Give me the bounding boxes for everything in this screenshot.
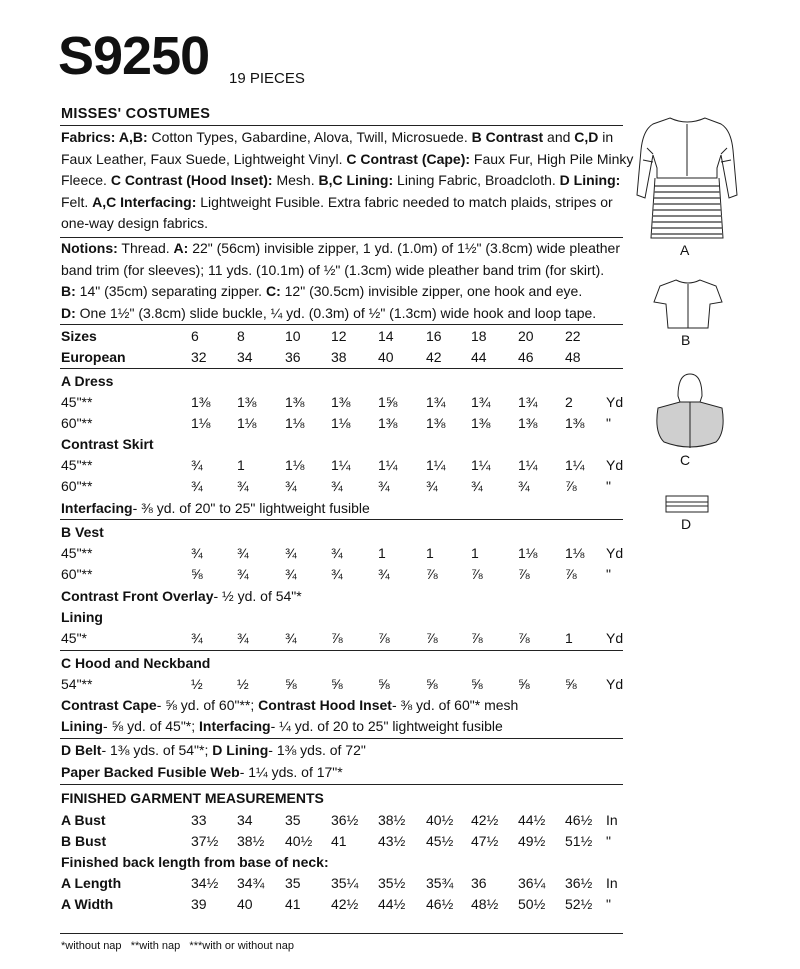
view-b-vest-illustration <box>648 276 728 330</box>
table-cell: 42½ <box>471 812 499 828</box>
text-run: - ⅝ yd. of 60"**; <box>156 697 259 713</box>
table-cell: ½ <box>237 676 249 692</box>
table-cell: 1 <box>378 545 386 561</box>
text-run: - ⅜ yd. of 60"* mesh <box>391 697 519 713</box>
finished-title <box>61 788 623 809</box>
yardage-row <box>61 455 623 476</box>
table-cell: 40½ <box>285 833 313 849</box>
text-run: - ¼ yd. of 20 to 25" lightweight fusible <box>270 718 503 734</box>
table-cell: 39 <box>191 896 207 912</box>
divider <box>60 125 623 126</box>
table-cell: 32 <box>191 349 207 365</box>
table-cell: 1⅜ <box>426 415 446 431</box>
bold-term: B,C Lining: <box>318 172 394 188</box>
table-cell: ⅞ <box>331 630 343 646</box>
text-run: and <box>543 129 575 145</box>
table-cell: ⅞ <box>378 630 390 646</box>
table-cell: 6 <box>191 328 199 344</box>
table-cell: 14 <box>378 328 394 344</box>
text-run: Lightweight Fusible. Extra fabric needed to match plaids, stripes or <box>196 193 613 210</box>
row-label: 45"* <box>61 630 87 646</box>
table-cell: 52½ <box>565 896 593 912</box>
bold-term: D: <box>61 304 76 321</box>
table-cell: 1⅛ <box>285 415 305 431</box>
table-cell: 2 <box>565 394 573 410</box>
bold-term: D Lining <box>212 742 269 758</box>
divider <box>60 738 623 739</box>
table-cell: 42½ <box>331 896 359 912</box>
table-cell: ⅞ <box>565 566 577 582</box>
text-run: Faux Leather, Faux Suede, Lightweight Vinyl. <box>61 150 347 167</box>
bold-term: A: <box>173 240 189 256</box>
interfacing-row <box>61 498 623 519</box>
pattern-number: S9250 <box>58 26 210 86</box>
table-cell: ¾ <box>378 566 390 582</box>
table-cell: 45½ <box>426 833 454 849</box>
unit-cell: In <box>606 875 618 891</box>
paragraph-line <box>61 213 623 235</box>
table-cell: 8 <box>237 328 245 344</box>
measurement-row <box>61 810 623 831</box>
measurement-row <box>61 894 623 915</box>
table-cell: ¾ <box>237 630 249 646</box>
table-cell: ⅝ <box>565 676 577 692</box>
table-cell: 43½ <box>378 833 406 849</box>
table-cell: 1¼ <box>471 457 491 473</box>
table-cell: ¾ <box>285 566 297 582</box>
bold-term: Fabrics: A,B: <box>61 129 148 145</box>
table-cell: ¾ <box>237 566 249 582</box>
fabrics-paragraph <box>61 127 634 235</box>
text-run: 22" (56cm) invisible zipper, 1 yd. (1.0m) of 1½" (3.8cm) wide pleather <box>188 240 621 256</box>
yardage-row <box>61 413 623 434</box>
table-cell: 48½ <box>471 896 499 912</box>
row-text <box>61 586 302 607</box>
row-label: A Dress <box>61 373 114 389</box>
belt-row <box>61 740 623 761</box>
table-cell: 1⅛ <box>237 415 257 431</box>
table-cell: 35½ <box>378 875 406 891</box>
lining-c-row <box>61 716 623 737</box>
table-cell: ¾ <box>331 478 343 494</box>
table-cell: 36½ <box>331 812 359 828</box>
view-d-label: D <box>681 516 692 532</box>
table-cell: 42 <box>426 349 442 365</box>
table-cell: 46 <box>518 349 534 365</box>
unit-cell: Yd <box>606 676 624 692</box>
table-cell: 37½ <box>191 833 219 849</box>
table-cell: 36¼ <box>518 875 546 891</box>
table-cell: ¾ <box>191 478 203 494</box>
sizes-row <box>61 326 623 347</box>
table-cell: 1⅜ <box>191 394 211 410</box>
table-cell: 40 <box>378 349 394 365</box>
unit-cell: Yd <box>606 630 624 646</box>
row-label: 45"** <box>61 545 93 561</box>
table-cell: 1 <box>237 457 245 473</box>
table-cell: 38½ <box>237 833 265 849</box>
bold-term: D Belt <box>61 742 102 758</box>
view-c-cape-illustration <box>650 370 730 452</box>
row-label: 60"** <box>61 415 93 431</box>
text-run: Cotton Types, Gabardine, Alova, Twill, Microsuede. <box>147 129 472 145</box>
bold-term: Interfacing <box>61 500 133 516</box>
row-text <box>61 695 518 716</box>
table-cell: ½ <box>191 676 203 692</box>
table-cell: 34¾ <box>237 875 265 891</box>
row-label: A Length <box>61 875 122 891</box>
table-cell: 44½ <box>378 896 406 912</box>
bold-term: Contrast Hood Inset <box>258 697 392 713</box>
text-run: band trim (for sleeves); 11 yds. (10.1m) of ½" (1.3cm) wide pleather band trim (for skirt). <box>61 261 605 278</box>
divider <box>60 368 623 369</box>
table-cell: 1⅜ <box>565 415 585 431</box>
divider <box>60 933 623 934</box>
paragraph-line <box>61 127 623 149</box>
view-a-dress-illustration <box>625 110 750 240</box>
section-title <box>61 522 623 543</box>
text-run: Faux Fur, High Pile Minky <box>470 150 634 167</box>
row-label: European <box>61 349 126 365</box>
table-cell: 51½ <box>565 833 593 849</box>
table-cell: 1¾ <box>426 394 446 410</box>
table-cell: 34½ <box>191 875 219 891</box>
bold-term: Notions: <box>61 240 118 256</box>
table-cell: 1¾ <box>471 394 491 410</box>
view-c-label: C <box>680 452 691 468</box>
row-label: Finished back length from base of neck: <box>61 854 329 870</box>
notions-paragraph <box>61 238 623 324</box>
table-cell: 1 <box>471 545 479 561</box>
table-cell: ¾ <box>191 457 203 473</box>
unit-cell: Yd <box>606 545 624 561</box>
bold-term: C,D <box>574 129 599 145</box>
table-cell: ¾ <box>237 478 249 494</box>
paper-backed-row <box>61 762 623 783</box>
table-cell: 22 <box>565 328 581 344</box>
table-cell: 41 <box>285 896 301 912</box>
divider <box>60 324 623 325</box>
measurement-row <box>61 831 623 852</box>
unit-cell: Yd <box>606 394 624 410</box>
unit-cell: In <box>606 812 618 828</box>
table-cell: ⅞ <box>426 630 438 646</box>
table-cell: ⅝ <box>191 566 203 582</box>
table-cell: ⅝ <box>471 676 483 692</box>
table-cell: ¾ <box>285 545 297 561</box>
text-run: - 1¼ yds. of 17"* <box>239 764 343 780</box>
table-cell: 1⅛ <box>331 415 351 431</box>
unit-cell: " <box>606 566 611 582</box>
table-cell: 12 <box>331 328 347 344</box>
table-cell: 1⅜ <box>378 415 398 431</box>
table-cell: ⅞ <box>518 630 530 646</box>
row-label: 45"** <box>61 457 93 473</box>
view-d-belt-illustration <box>664 494 710 516</box>
paragraph-line <box>61 238 623 260</box>
measurement-row <box>61 873 623 894</box>
table-cell: 1⅜ <box>237 394 257 410</box>
row-text <box>61 740 366 761</box>
text-run: - ½ yd. of 54"* <box>213 588 302 604</box>
text-run: - ⅝ yd. of 45"*; <box>103 718 200 734</box>
table-cell: ⅞ <box>565 478 577 494</box>
back-length-title <box>61 852 623 873</box>
table-cell: ¾ <box>518 478 530 494</box>
table-cell: 1¼ <box>378 457 398 473</box>
paragraph-line <box>61 170 623 192</box>
text-run: - 1⅜ yds. of 72" <box>268 742 366 758</box>
row-text <box>61 716 503 737</box>
pattern-subtitle: MISSES' COSTUMES <box>61 106 211 122</box>
table-cell: ¾ <box>237 545 249 561</box>
row-label: B Bust <box>61 833 107 849</box>
row-label: Lining <box>61 609 103 625</box>
row-text <box>61 762 343 783</box>
table-cell: 44 <box>471 349 487 365</box>
paragraph-line <box>61 281 623 303</box>
text-run: Felt. <box>61 193 93 210</box>
unit-cell: " <box>606 415 611 431</box>
bold-term: Contrast Front Overlay <box>61 588 214 604</box>
unit-cell: " <box>606 833 611 849</box>
table-cell: 38½ <box>378 812 406 828</box>
table-cell: ⅞ <box>471 630 483 646</box>
table-cell: ¾ <box>426 478 438 494</box>
bold-term: D Lining: <box>559 172 621 188</box>
section-title <box>61 434 623 455</box>
table-cell: ⅝ <box>331 676 343 692</box>
bold-term: B: <box>61 283 76 299</box>
row-label: C Hood and Neckband <box>61 655 211 671</box>
table-cell: 1¼ <box>331 457 351 473</box>
yardage-row <box>61 543 623 564</box>
table-cell: ⅞ <box>426 566 438 582</box>
table-cell: 1⅛ <box>518 545 538 561</box>
text-run: 12" (30.5cm) invisible zipper, one hook and eye. <box>280 283 583 299</box>
table-cell: 35 <box>285 812 301 828</box>
yardage-row <box>61 628 623 649</box>
table-cell: 46½ <box>426 896 454 912</box>
table-cell: ⅝ <box>378 676 390 692</box>
table-cell: 44½ <box>518 812 546 828</box>
yardage-row <box>61 564 623 585</box>
table-cell: 1¾ <box>518 394 538 410</box>
paragraph-line <box>61 192 623 214</box>
bold-term: C: <box>265 283 281 299</box>
row-label: 45"** <box>61 394 93 410</box>
text-run: Mesh. <box>272 172 319 188</box>
table-cell: 10 <box>285 328 301 344</box>
text-run: - 1⅜ yds. of 54"*; <box>101 742 213 758</box>
yardage-row <box>61 392 623 413</box>
divider <box>60 519 623 520</box>
table-cell: ⅞ <box>518 566 530 582</box>
paragraph-line <box>61 260 623 282</box>
cape-row <box>61 695 623 716</box>
table-cell: 1⅝ <box>378 394 398 410</box>
paragraph-line <box>61 303 623 325</box>
table-cell: 1¼ <box>518 457 538 473</box>
table-cell: ⅞ <box>471 566 483 582</box>
table-cell: 1⅜ <box>518 415 538 431</box>
table-cell: 36 <box>471 875 487 891</box>
row-label: B Vest <box>61 524 104 540</box>
table-cell: 1⅛ <box>565 545 585 561</box>
table-cell: 1 <box>565 630 573 646</box>
table-cell: 36 <box>285 349 301 365</box>
view-b-label: B <box>681 332 691 348</box>
row-label: 54"** <box>61 676 93 692</box>
text-run: - ⅜ yd. of 20" to 25" lightweight fusible <box>132 500 370 516</box>
table-cell: 49½ <box>518 833 546 849</box>
text-run: in <box>598 129 614 145</box>
table-cell: ¾ <box>191 545 203 561</box>
table-cell: ¾ <box>331 566 343 582</box>
bold-term: C Contrast (Hood Inset): <box>110 172 273 188</box>
bold-term: Contrast Cape <box>61 697 157 713</box>
table-cell: 35¼ <box>331 875 359 891</box>
table-cell: ¾ <box>471 478 483 494</box>
table-cell: 1⅛ <box>285 457 305 473</box>
pieces-count: 19 PIECES <box>229 70 305 87</box>
section-title <box>61 653 623 674</box>
divider <box>60 784 623 785</box>
overlay-row <box>61 586 623 607</box>
table-cell: 41 <box>331 833 347 849</box>
table-cell: 46½ <box>565 812 593 828</box>
table-cell: 40 <box>237 896 253 912</box>
row-label: FINISHED GARMENT MEASUREMENTS <box>61 790 324 806</box>
bold-term: B Contrast <box>471 129 544 145</box>
row-text <box>61 498 370 519</box>
table-cell: 48 <box>565 349 581 365</box>
table-cell: 1 <box>426 545 434 561</box>
table-cell: 20 <box>518 328 534 344</box>
yardage-row <box>61 674 623 695</box>
yardage-row <box>61 476 623 497</box>
row-label: Contrast Skirt <box>61 436 154 452</box>
text-run: one-way design fabrics. <box>61 215 209 231</box>
divider <box>60 650 623 651</box>
bold-term: Paper Backed Fusible Web <box>61 764 240 780</box>
text-run: Thread. <box>117 240 174 256</box>
table-cell: 16 <box>426 328 442 344</box>
table-cell: 38 <box>331 349 347 365</box>
table-cell: 1⅜ <box>471 415 491 431</box>
table-cell: ⅝ <box>518 676 530 692</box>
row-label: 60"** <box>61 566 93 582</box>
paragraph-line <box>61 149 634 171</box>
unit-cell: " <box>606 478 611 494</box>
table-cell: 35 <box>285 875 301 891</box>
bold-term: Interfacing <box>199 718 271 734</box>
row-label: 60"** <box>61 478 93 494</box>
table-cell: 35¾ <box>426 875 454 891</box>
table-cell: 33 <box>191 812 207 828</box>
section-title <box>61 371 623 392</box>
text-run: 14" (35cm) separating zipper. <box>75 283 266 299</box>
table-cell: 1¼ <box>426 457 446 473</box>
unit-cell: " <box>606 896 611 912</box>
bold-term: A,C Interfacing: <box>92 193 197 210</box>
table-cell: ¾ <box>331 545 343 561</box>
bold-term: C Contrast (Cape): <box>346 150 471 167</box>
bold-term: Lining <box>61 718 103 734</box>
footnote: *without nap **with nap ***with or without nap <box>61 940 294 952</box>
table-cell: 1¼ <box>565 457 585 473</box>
table-cell: 50½ <box>518 896 546 912</box>
table-cell: ¾ <box>191 630 203 646</box>
row-label: Sizes <box>61 328 97 344</box>
table-cell: 40½ <box>426 812 454 828</box>
section-title <box>61 607 623 628</box>
table-cell: 1⅛ <box>191 415 211 431</box>
table-cell: 47½ <box>471 833 499 849</box>
european-sizes-row <box>61 347 623 368</box>
table-cell: ⅝ <box>285 676 297 692</box>
text-run: Fleece. <box>61 172 111 188</box>
table-cell: 36½ <box>565 875 593 891</box>
table-cell: ¾ <box>285 478 297 494</box>
view-a-label: A <box>680 242 690 258</box>
row-label: A Width <box>61 896 114 912</box>
table-cell: ⅝ <box>426 676 438 692</box>
table-cell: 1⅜ <box>285 394 305 410</box>
table-cell: ¾ <box>285 630 297 646</box>
table-cell: 18 <box>471 328 487 344</box>
text-run: Lining Fabric, Broadcloth. <box>393 172 560 188</box>
table-cell: 1⅜ <box>331 394 351 410</box>
unit-cell: Yd <box>606 457 624 473</box>
row-label: A Bust <box>61 812 106 828</box>
table-cell: ¾ <box>378 478 390 494</box>
table-cell: 34 <box>237 812 253 828</box>
table-cell: 34 <box>237 349 253 365</box>
text-run: One 1½" (3.8cm) slide buckle, ¼ yd. (0.3m) of ½" (1.3cm) wide hook and loop tape. <box>75 304 597 321</box>
